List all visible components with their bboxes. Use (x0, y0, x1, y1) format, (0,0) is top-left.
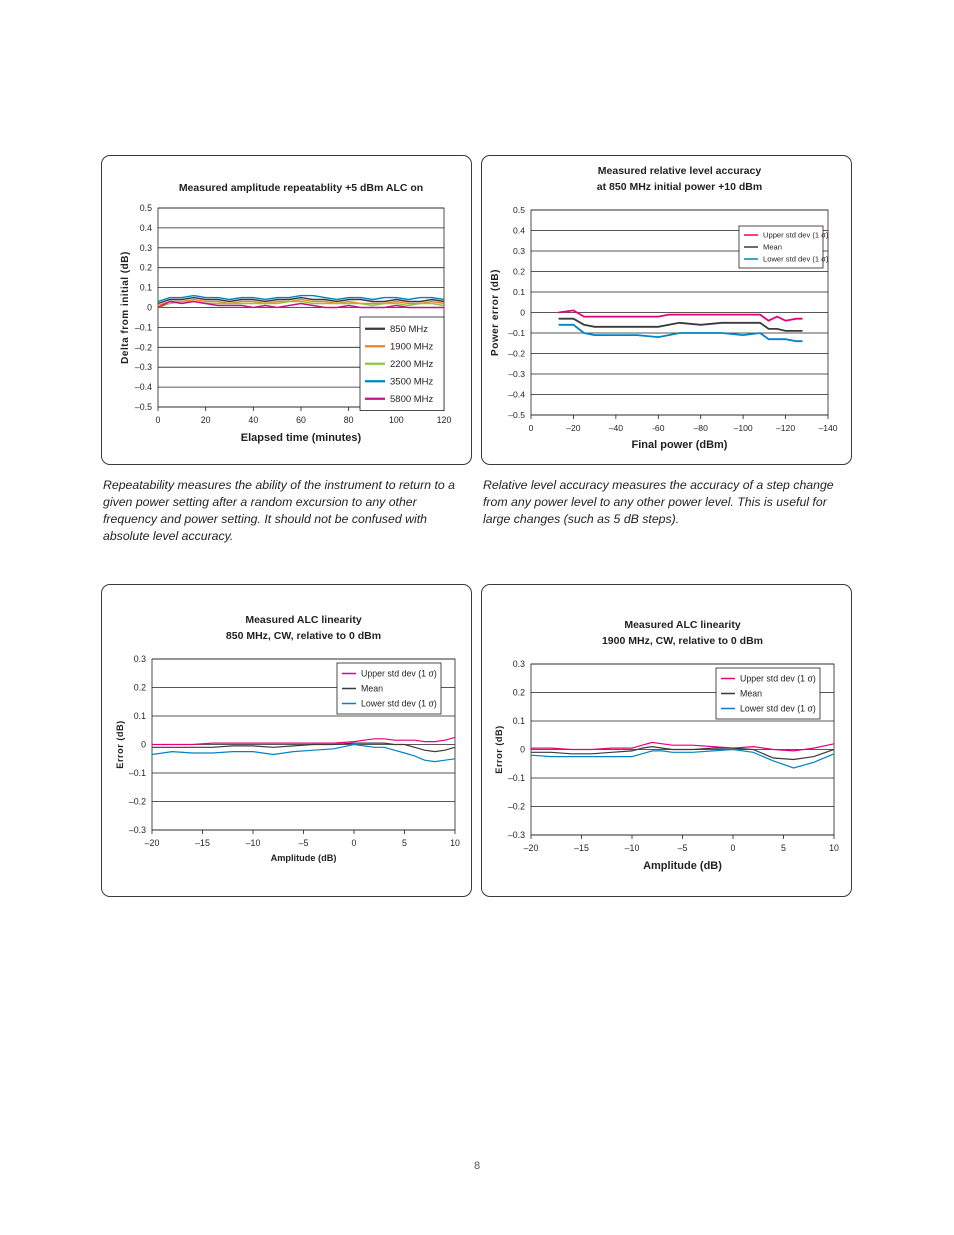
y-tick-label: –0.1 (507, 773, 525, 783)
y-tick-label: 0.4 (513, 225, 525, 236)
x-tick-label: 60 (296, 415, 306, 425)
chart-subtitle: at 850 MHz initial power +10 dBm (596, 181, 763, 193)
legend-label: 850 MHz (390, 324, 429, 336)
y-tick-label: 0.5 (513, 205, 525, 215)
x-tick-label: –5 (298, 838, 309, 848)
y-tick-label: 0.2 (513, 266, 525, 277)
y-tick-label: 0.3 (513, 246, 525, 256)
legend-label: Upper std dev (1 σ) (740, 673, 816, 684)
x-tick-label: –10 (245, 838, 261, 848)
legend-label: Lower std dev (1 σ) (361, 698, 437, 709)
chart-alc-linearity-850 (102, 585, 473, 898)
x-axis-label: Amplitude (dB) (270, 853, 337, 863)
legend-label: Upper std dev (1 σ) (763, 230, 829, 240)
legend-label: Mean (361, 683, 384, 694)
chart-title: Measured ALC linearity (245, 614, 362, 626)
x-axis-label: Amplitude (dB) (643, 860, 722, 872)
x-tick-label: –80 (693, 423, 708, 433)
x-tick-label: –5 (677, 843, 688, 853)
y-tick-label: 0.1 (133, 711, 146, 721)
x-tick-label: –140 (818, 423, 838, 433)
chart-panel-relative-level-accuracy (481, 155, 852, 465)
x-tick-label: 0 (155, 415, 161, 425)
chart-relative-level-accuracy (482, 156, 853, 466)
x-tick-label: 10 (450, 838, 460, 848)
y-tick-label: –0.3 (508, 369, 525, 379)
x-tick-label: –15 (195, 838, 210, 848)
y-tick-label: 0.2 (139, 262, 152, 273)
caption-relative-level-accuracy: Relative level accuracy measures the accuracy of a step change from any power level to any other power level. This is useful for large changes (such as 5 dB steps). (483, 478, 834, 526)
y-axis-label: Power error (dB) (490, 269, 501, 356)
x-tick-label: 0 (730, 843, 736, 853)
y-tick-label: –0.2 (507, 801, 525, 812)
y-axis-label: Error (dB) (494, 725, 504, 774)
x-tick-label: –10 (624, 843, 640, 853)
x-tick-label: 80 (343, 415, 354, 425)
y-tick-label: 0.3 (133, 654, 146, 664)
x-tick-label: –15 (574, 843, 589, 853)
y-tick-label: 0.1 (512, 716, 525, 726)
chart-title: Measured amplitude repeatablity +5 dBm ALC on (178, 182, 424, 194)
x-tick-label: 0 (351, 838, 357, 848)
y-tick-label: 0.2 (512, 687, 525, 698)
y-tick-label: –0.3 (128, 825, 146, 835)
series-line-2 (531, 747, 834, 760)
x-tick-label: 100 (388, 415, 404, 425)
x-axis-label: Elapsed time (minutes) (240, 432, 362, 444)
chart-subtitle: 1900 MHz, CW, relative to 0 dBm (601, 635, 764, 647)
x-tick-label: –20 (523, 843, 539, 853)
legend-label: 2200 MHz (390, 359, 434, 371)
y-tick-label: –0.2 (508, 348, 525, 359)
x-tick-label: 10 (829, 843, 839, 853)
legend-label: Lower std dev (1 σ) (763, 254, 829, 264)
x-tick-label: 20 (200, 415, 211, 425)
y-tick-label: –0.2 (134, 342, 152, 353)
chart-title: Measured relative level accuracy (597, 165, 762, 177)
y-tick-label: –0.4 (508, 389, 525, 400)
legend-label: 3500 MHz (390, 376, 434, 388)
y-axis-label: Error (dB) (115, 720, 125, 769)
legend-label: Upper std dev (1 σ) (361, 668, 437, 679)
x-tick-label: -60 (652, 423, 665, 433)
y-tick-label: –0.5 (134, 402, 152, 412)
y-tick-label: 0 (141, 739, 146, 750)
y-tick-label: 0.3 (139, 242, 152, 253)
series-line-2 (559, 319, 803, 331)
chart-title: Measured ALC linearity (624, 619, 741, 631)
chart-panel-alc-linearity-1900 (481, 584, 852, 897)
chart-panel-alc-linearity-850 (101, 584, 472, 897)
legend-label: Mean (740, 688, 763, 699)
y-tick-label: –0.1 (508, 328, 525, 338)
chart-repeatability (102, 156, 473, 466)
y-tick-label: –0.2 (128, 796, 146, 807)
y-tick-label: 0 (147, 302, 152, 313)
y-tick-label: 0.3 (512, 659, 525, 669)
y-tick-label: –0.4 (134, 382, 152, 393)
legend-label: Mean (763, 242, 782, 252)
y-axis-label: Delta from initial (dB) (120, 251, 131, 364)
y-tick-label: 0.5 (139, 203, 152, 213)
x-tick-label: –40 (608, 423, 624, 433)
y-tick-label: –0.5 (508, 410, 525, 420)
x-tick-label: –120 (776, 423, 796, 433)
chart-alc-linearity-1900 (482, 585, 853, 898)
caption-repeatability: Repeatability measures the ability of the instrument to return to a given power setting after a random excursion to any other frequency and power setting. It should not be confused with absolute level accuracy. (103, 478, 456, 543)
x-tick-label: 5 (781, 843, 786, 853)
y-tick-label: 0.4 (139, 222, 152, 233)
chart-panel-repeatability (101, 155, 472, 465)
y-tick-label: 0 (520, 307, 525, 318)
x-tick-label: –20 (566, 423, 581, 433)
y-tick-label: –0.3 (134, 362, 152, 373)
x-tick-label: –100 (733, 423, 753, 433)
x-tick-label: –20 (144, 838, 160, 848)
chart-subtitle: 850 MHz, CW, relative to 0 dBm (225, 630, 382, 642)
legend-label: Lower std dev (1 σ) (740, 703, 816, 714)
x-tick-label: 0 (528, 423, 534, 433)
x-tick-label: 120 (436, 415, 452, 425)
series-line-1 (559, 310, 803, 320)
y-tick-label: –0.1 (128, 768, 146, 778)
x-tick-label: 40 (248, 415, 259, 425)
series-line-1 (152, 737, 455, 744)
y-tick-label: 0 (520, 744, 525, 755)
page-number: 8 (473, 1160, 481, 1172)
y-tick-label: 0.2 (133, 682, 146, 693)
y-tick-label: 0.1 (139, 282, 152, 293)
x-tick-label: 5 (402, 838, 407, 848)
legend-label: 1900 MHz (390, 341, 434, 353)
legend-label: 5800 MHz (390, 394, 434, 406)
y-tick-label: –0.3 (507, 830, 525, 840)
y-tick-label: –0.1 (134, 322, 152, 333)
x-axis-label: Final power (dBm) (631, 439, 728, 451)
y-tick-label: 0.1 (513, 287, 525, 297)
